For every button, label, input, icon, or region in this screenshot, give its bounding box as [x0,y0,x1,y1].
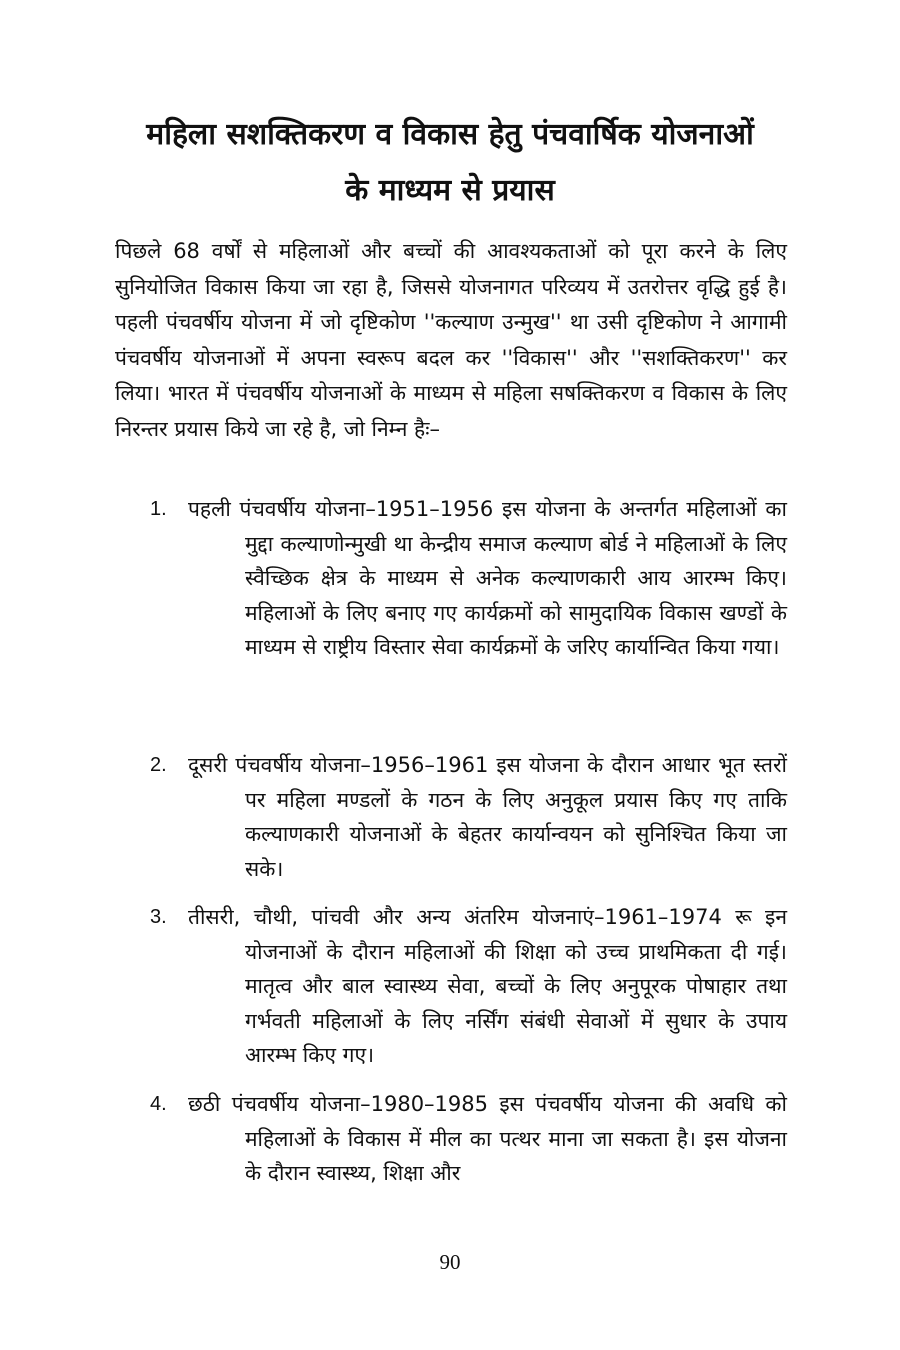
list-item-text: तीसरी, चौथी, पांचवी और अन्य अंतरिम योजनाएं–1961–1974 रू इन योजनाओं के दौरान महिलाओं की शिक्षा को उच्च प्राथमिकता दी गई। मातृत्व और बाल स्वास्थ्य सेवा, बच्चों के लिए अनुपूरक पोषाहार तथा गर्भवती महिलाओं के लिए नर्सिंग संबंधी सेवाओं में सुधार के उपाय आरम्भ किए गए। [188,905,787,1067]
list-item [150,900,787,1073]
page-title-line-2: के माध्यम से प्रयास [345,173,555,208]
list-item-text: छठी पंचवर्षीय योजना–1980–1985 इस पंचवर्षीय योजना की अवधि को महिलाओं के विकास में मील का पत्थर माना जा सकता है। इस योजना के दौरान स्वास्थ्य, शिक्षा और [188,1092,787,1185]
list-item [150,748,787,886]
list-item-number: 4. [150,1093,167,1115]
page-number: 90 [439,1250,461,1274]
page-title-line-1: महिला सशक्तिकरण व विकास हेतु पंचवार्षिक योजनाओं [146,117,754,152]
intro-paragraph: पिछले 68 वर्षों से महिलाओं और बच्चों की आवश्यकताओं को पूरा करने के लिए सुनियोजित विकास किया जा रहा है, जिससे योजनागत परिव्यय में उतरोत्तर वृद्धि हुई है। पहली पंचवर्षीय योजना में जो दृष्टिकोण ''कल्याण उन्मुख'' था उसी दृष्टिकोण ने आगामी पंचवर्षीय योजनाओं में अपना स्वरूप बदल कर ''विकास'' और ''सशक्तिकरण'' कर लिया। भारत में पंचवर्षीय योजनाओं के माध्यम से महिला सषक्तिकरण व विकास के लिए निरन्तर प्रयास किये जा रहे है, जो निम्न हैः– [115,239,787,441]
list-item-text: दूसरी पंचवर्षीय योजना–1956–1961 इस योजना के दौरान आधार भूत स्तरों पर महिला मण्डलों के गठन के लिए अनुकूल प्रयास किए गए ताकि कल्याणकारी योजनाओं के बेहतर कार्यान्वयन को सुनिश्चित किया जा सके। [188,753,787,881]
list-item [150,1087,787,1191]
list-item-number: 2. [150,754,167,776]
list-item-text: पहली पंचवर्षीय योजना–1951–1956 इस योजना के अन्तर्गत महिलाओं का मुद्दा कल्याणोन्मुखी था केन्द्रीय समाज कल्याण बोर्ड ने महिलाओं के लिए स्वैच्छिक क्षेत्र के माध्यम से अनेक कल्याणकारी आय आरम्भ किए। महिलाओं के लिए बनाए गए कार्यक्रमों को सामुदायिक विकास खण्डों के माध्यम से राष्ट्रीय विस्तार सेवा कार्यक्रमों के जरिए कार्यान्वित किया गया। [188,497,787,659]
list-item [150,492,787,665]
list-item-number: 1. [150,498,167,520]
list-item-number: 3. [150,906,167,928]
